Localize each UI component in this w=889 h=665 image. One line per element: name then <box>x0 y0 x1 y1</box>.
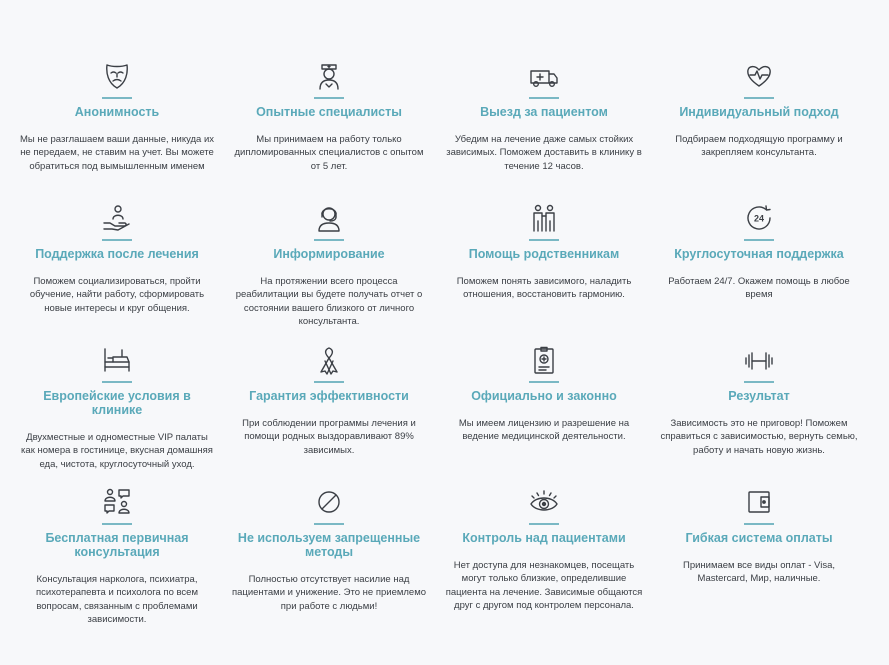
feature-description: Работаем 24/7. Окажем помощь в любое время <box>668 276 850 301</box>
title-underline <box>744 381 774 383</box>
feature-title: Выезд за пациентом <box>480 105 608 119</box>
feature-title: Поддержка после лечения <box>35 247 199 261</box>
feature-title: Европейские условия в клинике <box>43 389 191 417</box>
feature-official <box>439 345 649 480</box>
title-underline <box>102 523 132 525</box>
feature-description: Поможем понять зависимого, наладить отношения, восстановить гармонию. <box>456 276 632 301</box>
feature-result <box>654 345 864 480</box>
feature-description: Двухместные и одноместные VIP палаты как номера в гостинице, вкусная домашняя еда, чистота, круглосуточный уход. <box>21 432 213 470</box>
feature-description: При соблюдении программы лечения и помощи родных выздоравливают 89% зависимых. <box>242 418 416 456</box>
license-document-icon <box>529 345 559 375</box>
feature-specialists <box>224 61 434 191</box>
feature-description: Мы принимаем на работу только дипломированных специалистов с опытом от 5 лет. <box>234 134 424 172</box>
feature-description: Подбираем подходящую программу и закрепляем консультанта. <box>675 134 843 159</box>
feature-title: Помощь родственникам <box>468 247 620 261</box>
feature-title: Индивидуальный подход <box>679 105 839 119</box>
heart-pulse-hand-icon <box>744 61 774 91</box>
two-people-icon <box>529 203 559 233</box>
clock-24-icon <box>744 203 774 233</box>
title-underline <box>314 381 344 383</box>
feature-description: Консультация нарколога, психиатра, психотерапевта и психолога по всем вопросам, связанным с проблемами зависимости. <box>36 574 198 626</box>
feature-description: Убедим на лечение даже самых стойких зависимых. Поможем доставить в клинику в течение 12 часов. <box>446 134 642 172</box>
feature-no-prohibited-methods <box>224 487 434 622</box>
ribbon-icon <box>314 345 344 375</box>
wallet-icon <box>744 487 774 517</box>
feature-title: Опытные специалисты <box>256 105 402 119</box>
title-underline <box>529 97 559 99</box>
feature-free-consultation <box>12 487 222 626</box>
title-underline <box>529 523 559 525</box>
feature-title: Официально и законно <box>471 389 617 403</box>
feature-anonymity <box>12 61 222 191</box>
title-underline <box>314 239 344 241</box>
feature-description: Мы не разглашаем ваши данные, никуда их не передаем, не ставим на учет. Вы можете обратиться под вымышленным именем <box>19 134 215 172</box>
nurse-icon <box>314 61 344 91</box>
feature-patient-control <box>439 487 649 622</box>
feature-24-7 <box>654 203 864 333</box>
feature-description: Зависимость это не приговор! Поможем справиться с зависимостью, вернуть семью, работу и начать новую жизнь. <box>660 418 858 456</box>
feature-title: Не используем запрещенные методы <box>237 531 421 559</box>
title-underline <box>102 97 132 99</box>
feature-relatives-help <box>439 203 649 333</box>
title-underline <box>744 97 774 99</box>
operator-headset-icon <box>314 203 344 233</box>
feature-guarantee <box>224 345 434 480</box>
prohibited-icon <box>314 487 344 517</box>
title-underline <box>529 381 559 383</box>
title-underline <box>744 239 774 241</box>
feature-individual <box>654 61 864 191</box>
feature-title: Результат <box>728 389 790 403</box>
title-underline <box>314 523 344 525</box>
hospital-bed-icon <box>102 345 132 375</box>
feature-departure <box>439 61 649 191</box>
hand-person-icon <box>102 203 132 233</box>
title-underline <box>314 97 344 99</box>
feature-description: Нет доступа для незнакомцев, посещать могут только близкие, определившие пациента на лечение. Зависимые общаются друг с другом под контролем персонала. <box>445 560 643 612</box>
title-underline <box>102 239 132 241</box>
feature-title: Информирование <box>273 247 385 261</box>
feature-description: Принимаем все виды оплат - Visa, Mastercard, Мир, наличные. <box>682 560 835 585</box>
feature-description: Поможем социализироваться, пройти обучение, найти работу, сформировать новые интересы и круг общения. <box>29 276 205 314</box>
feature-title: Гарантия эффективности <box>249 389 409 403</box>
feature-flexible-payment <box>654 487 864 622</box>
feature-title: Круглосуточная поддержка <box>674 247 844 261</box>
title-underline <box>529 239 559 241</box>
dumbbell-icon <box>744 345 774 375</box>
feature-after-treatment-support <box>12 203 222 333</box>
eye-icon <box>529 487 559 517</box>
feature-description: На протяжении всего процесса реабилитации вы будете получать отчет о состоянии вашего близкого от личного консультанта. <box>235 276 423 328</box>
feature-title: Контроль над пациентами <box>462 531 626 545</box>
feature-informing <box>224 203 434 333</box>
feature-title: Анонимность <box>74 105 160 119</box>
svg-text:24: 24 <box>753 213 765 224</box>
feature-description: Полностью отсутствует насилие над пациентами и унижение. Это не приемлемо при работе с людьми! <box>231 574 427 612</box>
title-underline <box>102 381 132 383</box>
feature-title: Бесплатная первичная консультация <box>45 531 189 559</box>
feature-description: Мы имеем лицензию и разрешение на ведение медицинской деятельности. <box>458 418 630 443</box>
consultation-icon <box>102 487 132 517</box>
feature-european-conditions <box>12 345 222 480</box>
mask-icon <box>102 61 132 91</box>
title-underline <box>744 523 774 525</box>
feature-title: Гибкая система оплаты <box>685 531 833 545</box>
ambulance-icon <box>529 61 559 91</box>
